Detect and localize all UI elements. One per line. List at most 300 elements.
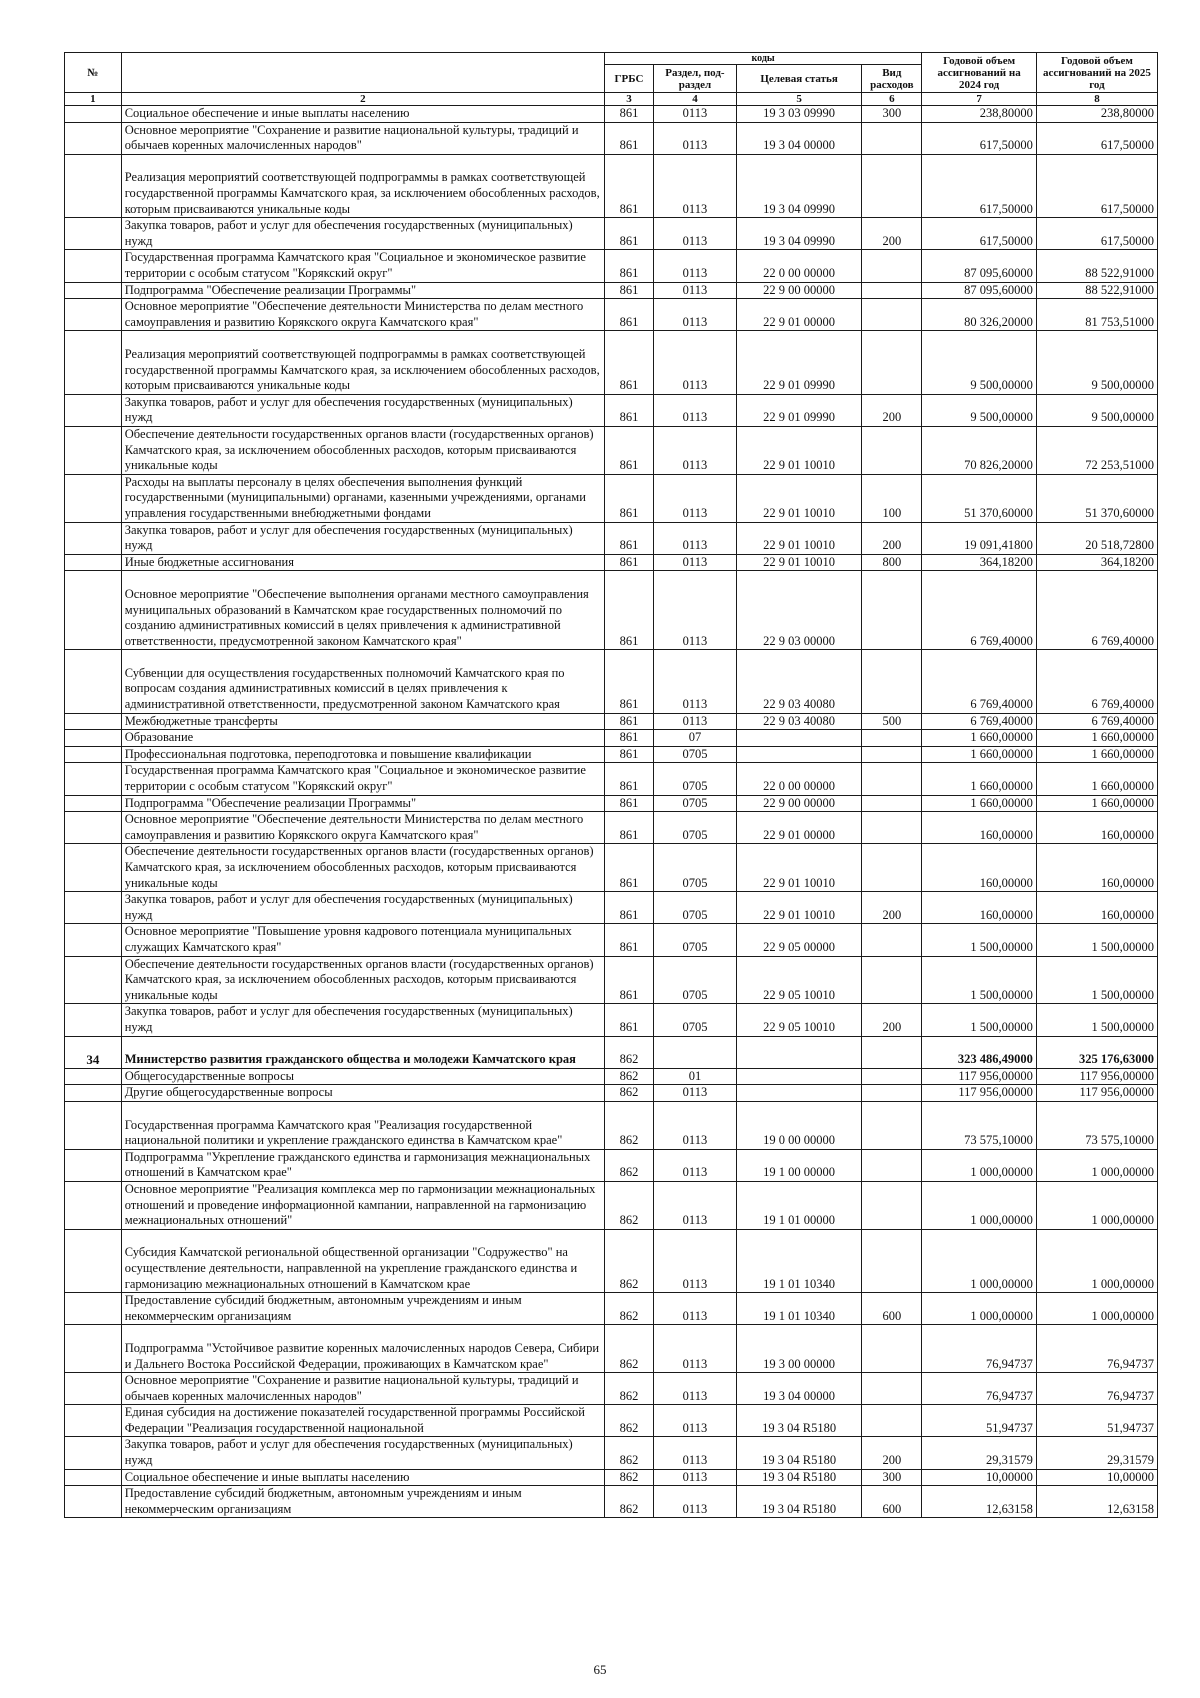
row-razdel [654, 1036, 737, 1068]
colnum-3: 3 [604, 93, 653, 106]
row-name: Подпрограмма "Обеспечение реализации Программы" [121, 282, 604, 299]
row-amount-2025: 160,00000 [1036, 844, 1157, 892]
row-number [65, 1469, 122, 1486]
row-number [65, 1293, 122, 1325]
row-name: Расходы на выплаты персоналу в целях обеспечения выполнения функций государственными (муниципальными) органами, казенными учреждениями, органами управления государственными внебюджетными фондами [121, 474, 604, 522]
row-name: Государственная программа Камчатского края "Социальное и экономическое развитие территории с особым статусом "Корякский округ" [121, 250, 604, 282]
row-number [65, 282, 122, 299]
row-name: Единая субсидия на достижение показателей государственной программы Российской Федерации "Реализация государственной национальной [121, 1405, 604, 1437]
row-expense-type: 600 [862, 1293, 922, 1325]
row-amount-2025: 6 769,40000 [1036, 571, 1157, 650]
row-razdel: 0705 [654, 892, 737, 924]
table-row [65, 154, 1158, 217]
row-amount-2025: 1 500,00000 [1036, 1004, 1157, 1036]
row-expense-type: 200 [862, 1437, 922, 1469]
row-razdel: 0705 [654, 1004, 737, 1036]
table-row [65, 331, 1158, 394]
row-expense-type [862, 571, 922, 650]
row-amount-2025: 1 660,00000 [1036, 763, 1157, 795]
row-amount-2025: 1 000,00000 [1036, 1181, 1157, 1229]
page-number: 65 [593, 1662, 607, 1677]
row-name: Обеспечение деятельности государственных органов власти (государственных органов) Камчатского края, за исключением обособленных расходов, которым присваиваются уникальные коды [121, 844, 604, 892]
row-number [65, 795, 122, 812]
table-row [65, 795, 1158, 812]
row-expense-type [862, 154, 922, 217]
row-razdel: 0705 [654, 844, 737, 892]
row-number [65, 763, 122, 795]
row-expense-type [862, 250, 922, 282]
row-amount-2024: 76,94737 [922, 1325, 1037, 1373]
header-name [121, 53, 604, 93]
row-amount-2024: 76,94737 [922, 1373, 1037, 1405]
table-row [65, 1085, 1158, 1102]
row-number [65, 426, 122, 474]
row-expense-type [862, 426, 922, 474]
colnum-2: 2 [121, 93, 604, 106]
row-grbs: 861 [604, 394, 653, 426]
row-grbs: 862 [604, 1181, 653, 1229]
row-target-article: 19 1 00 00000 [736, 1149, 861, 1181]
row-amount-2025: 1 660,00000 [1036, 795, 1157, 812]
row-name: Основное мероприятие "Повышение уровня кадрового потенциала муниципальных служащих Камчатского края" [121, 924, 604, 956]
row-amount-2025: 1 660,00000 [1036, 730, 1157, 747]
row-grbs: 862 [604, 1149, 653, 1181]
row-amount-2025: 1 000,00000 [1036, 1149, 1157, 1181]
row-grbs: 861 [604, 571, 653, 650]
row-number [65, 844, 122, 892]
row-razdel: 0113 [654, 154, 737, 217]
row-razdel: 0113 [654, 1373, 737, 1405]
row-grbs: 861 [604, 1004, 653, 1036]
row-razdel: 0705 [654, 812, 737, 844]
row-target-article: 22 0 00 00000 [736, 763, 861, 795]
row-grbs: 861 [604, 650, 653, 713]
row-number [65, 1004, 122, 1036]
colnum-4: 4 [654, 93, 737, 106]
row-grbs: 861 [604, 746, 653, 763]
row-razdel: 0113 [654, 299, 737, 331]
row-name: Предоставление субсидий бюджетным, автономным учреждениям и иным некоммерческим организациям [121, 1293, 604, 1325]
row-target-article: 19 3 04 00000 [736, 122, 861, 154]
row-number [65, 956, 122, 1004]
row-target-article [736, 1068, 861, 1085]
row-expense-type [862, 924, 922, 956]
row-razdel: 0113 [654, 1486, 737, 1518]
table-row [65, 250, 1158, 282]
row-amount-2025: 88 522,91000 [1036, 282, 1157, 299]
row-expense-type: 200 [862, 218, 922, 250]
row-expense-type [862, 1325, 922, 1373]
table-row [65, 763, 1158, 795]
budget-body [65, 106, 1158, 1518]
row-grbs: 861 [604, 956, 653, 1004]
row-expense-type: 200 [862, 892, 922, 924]
row-name: Подпрограмма "Укрепление гражданского единства и гармонизация межнациональных отношений в Камчатском крае" [121, 1149, 604, 1181]
row-amount-2025: 88 522,91000 [1036, 250, 1157, 282]
row-razdel: 0705 [654, 956, 737, 1004]
row-name: Образование [121, 730, 604, 747]
row-amount-2025: 117 956,00000 [1036, 1068, 1157, 1085]
row-amount-2025: 12,63158 [1036, 1486, 1157, 1518]
row-name: Государственная программа Камчатского края "Реализация государственной национальной политики и укрепление гражданского единства в Камчатском крае" [121, 1101, 604, 1149]
table-row [65, 106, 1158, 123]
row-number [65, 1229, 122, 1292]
row-number [65, 650, 122, 713]
header-codes: коды [604, 53, 921, 65]
row-amount-2025: 51 370,60000 [1036, 474, 1157, 522]
header-grbs: ГРБС [604, 65, 653, 93]
row-target-article: 22 9 01 10010 [736, 426, 861, 474]
row-amount-2025: 617,50000 [1036, 122, 1157, 154]
row-amount-2024: 6 769,40000 [922, 571, 1037, 650]
row-grbs: 861 [604, 474, 653, 522]
row-target-article [736, 746, 861, 763]
row-razdel: 01 [654, 1068, 737, 1085]
header-statya: Целевая статья [736, 65, 861, 93]
table-row [65, 522, 1158, 554]
row-name: Подпрограмма "Обеспечение реализации Программы" [121, 795, 604, 812]
row-expense-type [862, 812, 922, 844]
row-grbs: 862 [604, 1325, 653, 1373]
row-amount-2024: 160,00000 [922, 844, 1037, 892]
row-razdel: 0113 [654, 1405, 737, 1437]
row-amount-2025: 1 000,00000 [1036, 1293, 1157, 1325]
row-target-article: 19 3 04 09990 [736, 154, 861, 217]
row-target-article [736, 1036, 861, 1068]
row-amount-2025: 325 176,63000 [1036, 1036, 1157, 1068]
table-row [65, 122, 1158, 154]
row-grbs: 861 [604, 218, 653, 250]
row-target-article: 22 9 01 10010 [736, 522, 861, 554]
row-target-article: 22 9 01 00000 [736, 299, 861, 331]
table-row [65, 730, 1158, 747]
row-amount-2024: 80 326,20000 [922, 299, 1037, 331]
table-row [65, 282, 1158, 299]
row-razdel: 0113 [654, 394, 737, 426]
row-amount-2024: 1 000,00000 [922, 1149, 1037, 1181]
row-name: Закупка товаров, работ и услуг для обеспечения государственных (муниципальных) нужд [121, 522, 604, 554]
row-grbs: 862 [604, 1229, 653, 1292]
table-row [65, 1068, 1158, 1085]
row-target-article [736, 1085, 861, 1102]
row-number [65, 122, 122, 154]
row-target-article: 19 3 04 R5180 [736, 1405, 861, 1437]
row-expense-type [862, 299, 922, 331]
table-row [65, 1101, 1158, 1149]
row-amount-2024: 12,63158 [922, 1486, 1037, 1518]
row-razdel: 0113 [654, 218, 737, 250]
row-amount-2025: 81 753,51000 [1036, 299, 1157, 331]
header-num: № [65, 53, 122, 93]
row-target-article: 22 9 05 00000 [736, 924, 861, 956]
row-name: Межбюджетные трансферты [121, 713, 604, 730]
row-name: Основное мероприятие "Обеспечение деятельности Министерства по делам местного самоуправления и развитию Корякского округа Камчатского края" [121, 812, 604, 844]
table-row [65, 1373, 1158, 1405]
row-number [65, 1068, 122, 1085]
row-target-article: 22 9 03 00000 [736, 571, 861, 650]
budget-table [64, 52, 1158, 1518]
row-expense-type [862, 1405, 922, 1437]
row-amount-2024: 19 091,41800 [922, 522, 1037, 554]
row-amount-2024: 6 769,40000 [922, 713, 1037, 730]
row-name: Основное мероприятие "Реализация комплекса мер по гармонизации межнациональных отношений и проведение информационной кампании, направленной на гармонизацию межнациональных отношений" [121, 1181, 604, 1229]
row-amount-2025: 6 769,40000 [1036, 650, 1157, 713]
row-target-article: 19 1 01 10340 [736, 1293, 861, 1325]
row-amount-2025: 72 253,51000 [1036, 426, 1157, 474]
row-number [65, 474, 122, 522]
table-row [65, 812, 1158, 844]
row-amount-2025: 20 518,72800 [1036, 522, 1157, 554]
row-amount-2024: 51,94737 [922, 1405, 1037, 1437]
row-number [65, 522, 122, 554]
row-amount-2024: 9 500,00000 [922, 394, 1037, 426]
row-target-article: 22 9 01 00000 [736, 812, 861, 844]
row-grbs: 861 [604, 554, 653, 571]
row-grbs: 861 [604, 713, 653, 730]
budget-sheet [64, 52, 1158, 1518]
row-expense-type [862, 746, 922, 763]
row-name: Профессиональная подготовка, переподготовка и повышение квалификации [121, 746, 604, 763]
row-expense-type: 300 [862, 106, 922, 123]
row-expense-type [862, 1229, 922, 1292]
row-razdel: 0113 [654, 331, 737, 394]
row-target-article: 22 9 01 10010 [736, 474, 861, 522]
row-number [65, 571, 122, 650]
row-name: Субсидия Камчатской региональной общественной организации "Содружество" на осуществление деятельности, направленной на укрепление гражданского единства и гармонизацию межнациональных отношений в Камчатском крае [121, 1229, 604, 1292]
row-name: Другие общегосударственные вопросы [121, 1085, 604, 1102]
row-amount-2024: 117 956,00000 [922, 1085, 1037, 1102]
row-amount-2024: 238,80000 [922, 106, 1037, 123]
row-razdel: 0113 [654, 1181, 737, 1229]
row-grbs: 862 [604, 1293, 653, 1325]
row-razdel: 0113 [654, 1437, 737, 1469]
row-target-article: 22 9 01 09990 [736, 394, 861, 426]
row-grbs: 862 [604, 1373, 653, 1405]
row-name: Иные бюджетные ассигнования [121, 554, 604, 571]
row-razdel: 0113 [654, 1149, 737, 1181]
row-razdel: 0113 [654, 522, 737, 554]
row-target-article: 22 0 00 00000 [736, 250, 861, 282]
table-row [65, 1181, 1158, 1229]
row-number [65, 299, 122, 331]
row-amount-2024: 87 095,60000 [922, 282, 1037, 299]
row-amount-2025: 76,94737 [1036, 1373, 1157, 1405]
table-row [65, 571, 1158, 650]
row-grbs: 862 [604, 1085, 653, 1102]
row-target-article: 22 9 00 00000 [736, 282, 861, 299]
row-name: Министерство развития гражданского общества и молодежи Камчатского края [121, 1036, 604, 1068]
row-expense-type [862, 122, 922, 154]
colnum-1: 1 [65, 93, 122, 106]
row-expense-type: 800 [862, 554, 922, 571]
row-number [65, 106, 122, 123]
row-amount-2025: 238,80000 [1036, 106, 1157, 123]
row-grbs: 861 [604, 763, 653, 795]
row-amount-2024: 1 500,00000 [922, 1004, 1037, 1036]
row-expense-type [862, 730, 922, 747]
row-expense-type: 100 [862, 474, 922, 522]
row-razdel: 0113 [654, 250, 737, 282]
row-amount-2025: 73 575,10000 [1036, 1101, 1157, 1149]
row-razdel: 0113 [654, 426, 737, 474]
row-number [65, 892, 122, 924]
row-name: Предоставление субсидий бюджетным, автономным учреждениям и иным некоммерческим организациям [121, 1486, 604, 1518]
row-number [65, 1101, 122, 1149]
row-amount-2024: 1 660,00000 [922, 763, 1037, 795]
row-razdel: 0113 [654, 1085, 737, 1102]
row-number [65, 713, 122, 730]
row-number [65, 812, 122, 844]
row-target-article: 19 3 04 09990 [736, 218, 861, 250]
row-razdel: 0113 [654, 474, 737, 522]
row-grbs: 862 [604, 1068, 653, 1085]
row-grbs: 862 [604, 1486, 653, 1518]
row-amount-2024: 73 575,10000 [922, 1101, 1037, 1149]
header-2024: Годовой объем ассигнований на 2024 год [922, 53, 1037, 93]
row-expense-type [862, 795, 922, 812]
row-number [65, 394, 122, 426]
row-razdel: 0113 [654, 571, 737, 650]
row-amount-2025: 51,94737 [1036, 1405, 1157, 1437]
row-razdel: 0113 [654, 122, 737, 154]
row-expense-type [862, 956, 922, 1004]
row-expense-type [862, 1149, 922, 1181]
row-grbs: 862 [604, 1437, 653, 1469]
row-grbs: 861 [604, 299, 653, 331]
row-expense-type [862, 1036, 922, 1068]
header-vid: Вид расходов [862, 65, 922, 93]
colnum-8: 8 [1036, 93, 1157, 106]
row-amount-2025: 1 500,00000 [1036, 924, 1157, 956]
table-row [65, 844, 1158, 892]
row-razdel: 0113 [654, 1229, 737, 1292]
row-amount-2024: 1 660,00000 [922, 730, 1037, 747]
row-amount-2024: 29,31579 [922, 1437, 1037, 1469]
row-expense-type: 200 [862, 394, 922, 426]
row-expense-type [862, 1181, 922, 1229]
row-number [65, 1181, 122, 1229]
row-amount-2024: 617,50000 [922, 218, 1037, 250]
row-number [65, 554, 122, 571]
row-razdel: 0113 [654, 650, 737, 713]
row-grbs: 861 [604, 795, 653, 812]
row-target-article: 19 3 04 R5180 [736, 1469, 861, 1486]
table-row [65, 1405, 1158, 1437]
row-target-article: 22 9 01 10010 [736, 554, 861, 571]
row-grbs: 861 [604, 106, 653, 123]
row-grbs: 862 [604, 1405, 653, 1437]
table-row [65, 218, 1158, 250]
colnum-6: 6 [862, 93, 922, 106]
row-razdel: 0113 [654, 713, 737, 730]
row-number [65, 746, 122, 763]
row-name: Основное мероприятие "Обеспечение выполнения органами местного самоуправления муниципальных образований в Камчатском крае государственных полномочий по созданию административных комиссий в целях привлечения к административной ответственности, предусмотренной законом Камчатского края" [121, 571, 604, 650]
row-number [65, 1486, 122, 1518]
row-amount-2024: 87 095,60000 [922, 250, 1037, 282]
row-name: Основное мероприятие "Сохранение и развитие национальной культуры, традиций и обычаев коренных малочисленных народов" [121, 1373, 604, 1405]
row-grbs: 862 [604, 1036, 653, 1068]
row-expense-type: 500 [862, 713, 922, 730]
row-grbs: 861 [604, 331, 653, 394]
row-number [65, 1405, 122, 1437]
table-row [65, 1149, 1158, 1181]
row-target-article [736, 730, 861, 747]
row-target-article: 19 3 04 00000 [736, 1373, 861, 1405]
row-razdel: 0113 [654, 1469, 737, 1486]
row-name: Закупка товаров, работ и услуг для обеспечения государственных (муниципальных) нужд [121, 1004, 604, 1036]
row-amount-2025: 1 500,00000 [1036, 956, 1157, 1004]
row-name: Общегосударственные вопросы [121, 1068, 604, 1085]
table-row [65, 426, 1158, 474]
row-expense-type [862, 763, 922, 795]
row-target-article: 22 9 01 10010 [736, 892, 861, 924]
row-amount-2024: 1 000,00000 [922, 1229, 1037, 1292]
row-amount-2025: 1 660,00000 [1036, 746, 1157, 763]
row-name: Основное мероприятие "Сохранение и развитие национальной культуры, традиций и обычаев коренных малочисленных народов" [121, 122, 604, 154]
row-name: Подпрограмма "Устойчивое развитие коренных малочисленных народов Севера, Сибири и Дальнего Востока Российской Федерации, проживающих в Камчатском крае" [121, 1325, 604, 1373]
row-name: Закупка товаров, работ и услуг для обеспечения государственных (муниципальных) нужд [121, 892, 604, 924]
row-amount-2024: 617,50000 [922, 122, 1037, 154]
row-expense-type [862, 650, 922, 713]
table-row [65, 474, 1158, 522]
row-target-article: 22 9 01 09990 [736, 331, 861, 394]
row-amount-2024: 1 000,00000 [922, 1181, 1037, 1229]
row-razdel: 0113 [654, 554, 737, 571]
row-amount-2025: 617,50000 [1036, 218, 1157, 250]
row-amount-2024: 70 826,20000 [922, 426, 1037, 474]
row-name: Социальное обеспечение и иные выплаты населению [121, 106, 604, 123]
table-row [65, 892, 1158, 924]
row-amount-2025: 160,00000 [1036, 812, 1157, 844]
row-amount-2024: 1 500,00000 [922, 956, 1037, 1004]
colnum-7: 7 [922, 93, 1037, 106]
table-row [65, 1486, 1158, 1518]
row-grbs: 861 [604, 426, 653, 474]
row-grbs: 861 [604, 730, 653, 747]
table-row [65, 746, 1158, 763]
row-expense-type [862, 1373, 922, 1405]
row-expense-type: 300 [862, 1469, 922, 1486]
row-target-article: 19 3 04 R5180 [736, 1437, 861, 1469]
table-row [65, 1469, 1158, 1486]
row-number [65, 1085, 122, 1102]
row-number [65, 1437, 122, 1469]
row-amount-2025: 9 500,00000 [1036, 331, 1157, 394]
row-amount-2025: 1 000,00000 [1036, 1229, 1157, 1292]
row-target-article: 19 3 03 09990 [736, 106, 861, 123]
row-grbs: 861 [604, 924, 653, 956]
row-razdel: 0705 [654, 924, 737, 956]
row-amount-2025: 364,18200 [1036, 554, 1157, 571]
header-razdel: Раздел, под-раздел [654, 65, 737, 93]
row-number: 34 [65, 1036, 122, 1068]
row-razdel: 0113 [654, 106, 737, 123]
row-grbs: 861 [604, 812, 653, 844]
row-amount-2024: 51 370,60000 [922, 474, 1037, 522]
row-name: Социальное обеспечение и иные выплаты населению [121, 1469, 604, 1486]
row-grbs: 861 [604, 154, 653, 217]
row-number [65, 250, 122, 282]
row-name: Основное мероприятие "Обеспечение деятельности Министерства по делам местного самоуправления и развитию Корякского округа Камчатского края" [121, 299, 604, 331]
row-expense-type: 200 [862, 1004, 922, 1036]
row-amount-2025: 6 769,40000 [1036, 713, 1157, 730]
row-name: Реализация мероприятий соответствующей подпрограммы в рамках соответствующей государственной программы Камчатского края, за исключением обособленных расходов, которым присваиваются уникальные коды [121, 154, 604, 217]
row-expense-type [862, 1085, 922, 1102]
table-row [65, 1293, 1158, 1325]
row-number [65, 1149, 122, 1181]
row-target-article: 22 9 05 10010 [736, 956, 861, 1004]
row-amount-2024: 117 956,00000 [922, 1068, 1037, 1085]
